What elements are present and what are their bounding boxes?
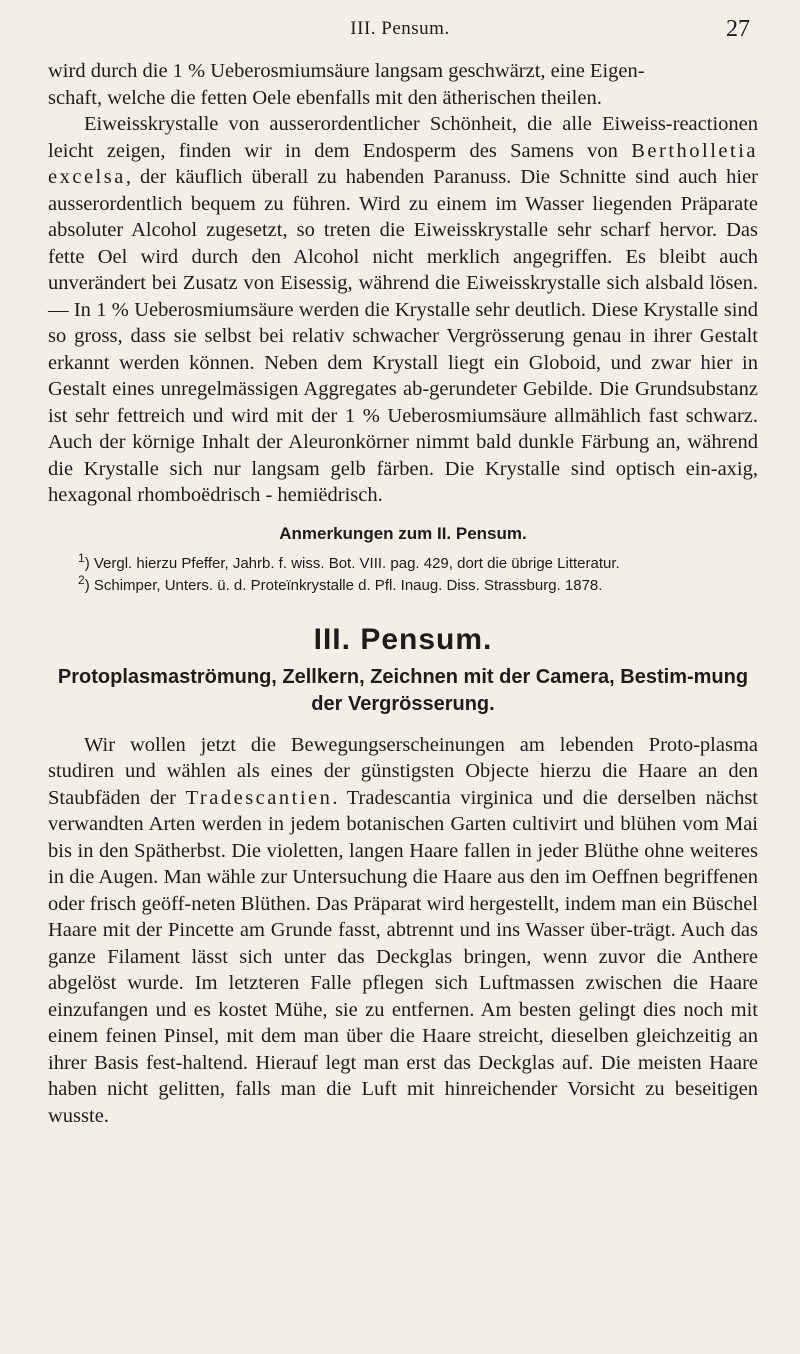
- page-number: 27: [726, 16, 750, 42]
- footnote: $^1$) Vergl. hierzu Pfeffer, Jahrb. f. wiss. Bot. VIII. pag. 429, dort die übrige Litteratur.: [78, 551, 620, 572]
- footnote-mark: 1: [78, 551, 85, 565]
- page-body: [48, 58, 758, 1129]
- running-title: III. Pensum.: [350, 18, 450, 39]
- paragraph-text: Eiweisskrystalle von ausserordentlicher Schönheit, die alle Eiweiss-reactionen leicht zeigen, finden wir in dem Endosperm des Samens von: [48, 113, 758, 162]
- text-line: wird durch die 1 % Ueberosmiumsäure langsam geschwärzt, eine Eigen-: [48, 60, 645, 82]
- section-title: III. Pensum.: [313, 623, 493, 656]
- notes-heading: Anmerkungen zum II. Pensum.: [279, 523, 527, 543]
- paragraph-eiweisskrystalle: [48, 111, 758, 509]
- paragraph-text: Wir wollen jetzt die Bewegungserscheinungen am lebenden Proto-plasma studiren und wählen als eines der günstigsten Objecte hierzu die Haare an den Staubfäden der: [48, 733, 758, 809]
- paragraph-text: . Tradescantia virginica und die derselben nächst verwandten Arten werden in jedem botanischen Garten cultivirt und blühen vom Mai bis in den Spätherbst. Die violetten, langen Haare fallen in jeder Blüthe ohne weiteres in die Augen. Man wähle zur Untersuchung die Haare aus den im Oeffnen begriffenen oder frisch geöff-neten Blüthen. Das Präparat wird hergestellt, indem man ein Büschel Haare mit der Pincette am Grunde fasst, abtrennt und ins Wasser über-trägt. Auch das ganze Filament lässt sich unter das Deckglas bringen, wenn zuvor die Anthere abgelöst wurde. Im letzteren Falle pflegen sich Luftmassen zwischen die Haare einzufangen und es kostet Mühe, sie zu entfernen. Am besten gelingt dies noch mit einem feinen Pinsel, mit dem man über die Haare streicht, dieselben gleichzeitig an ihrer Basis fest-haltend. Hierauf legt man erst das Deckglas auf. Die meisten Haare haben nicht gelitten, falls man die Luft mit hinreichender Vorsicht zu beseitigen wusste.: [48, 786, 758, 1127]
- section-subtitle: Protoplasmaströmung, Zellkern, Zeichnen mit der Camera, Bestim-mung der Vergrösserung.: [57, 665, 749, 715]
- running-header: [0, 16, 800, 46]
- footnote-mark: 2: [78, 573, 85, 587]
- species-name: Bertholletia excelsa: [48, 139, 758, 188]
- paragraph-text: , der käuflich überall zu habenden Paranuss. Die Schnitte sind auch hier ausserordentlich bequem zu führen. Wird zu einem im Wasser liegenden Präparate absoluter Alcohol zugesetzt, so treten die Eiweisskrystalle sehr scharf hervor. Das fette Oel wird durch den Alcohol nicht merklich angegriffen. Es bleibt auch unverändert bei Zusatz von Eisessig, während die Eiweisskrystalle sich alsbald lösen. — In 1 % Ueberosmiumsäure werden die Krystalle sehr deutlich. Diese Krystalle sind so gross, dass sie selbst bei relativ schwacher Vergrösserung genau in ihrer Gestalt erkannt werden können. Neben dem Krystall liegt ein Globoid, und zwar hier in Gestalt eines unregelmässigen Aggregates ab-gerundeter Gebilde. Die Grundsubstanz ist sehr fettreich und wird mit der 1 % Ueberosmiumsäure allmählich fast schwarz. Auch der körnige Inhalt der Aleuronkörner nimmt bald dunkle Färbung an, während die Krystalle sich nur langsam gelb färben. Die Krystalle sind optisch ein-axig, hexagonal rhomboëdrisch - hemiëdrisch.: [48, 166, 758, 506]
- footnote-text: Schimper, Unters. ü. d. Proteïnkrystalle d. Pfl. Inaug. Diss. Strassburg. 1878.: [93, 577, 603, 594]
- text-line: schaft, welche die fetten Oele ebenfalls mit den ätherischen theilen.: [48, 86, 602, 109]
- paragraph-continuation: [48, 58, 758, 111]
- footnote: $^2$) Schimper, Unters. ü. d. Proteïnkrystalle d. Pfl. Inaug. Diss. Strassburg. 1878.: [78, 573, 603, 594]
- genus-name: Tradescantien: [185, 786, 333, 809]
- footnote-text: Vergl. hierzu Pfeffer, Jahrb. f. wiss. Bot. VIII. pag. 429, dort die übrige Litteratur.: [93, 555, 620, 572]
- paragraph-protoplasma: [48, 732, 758, 1130]
